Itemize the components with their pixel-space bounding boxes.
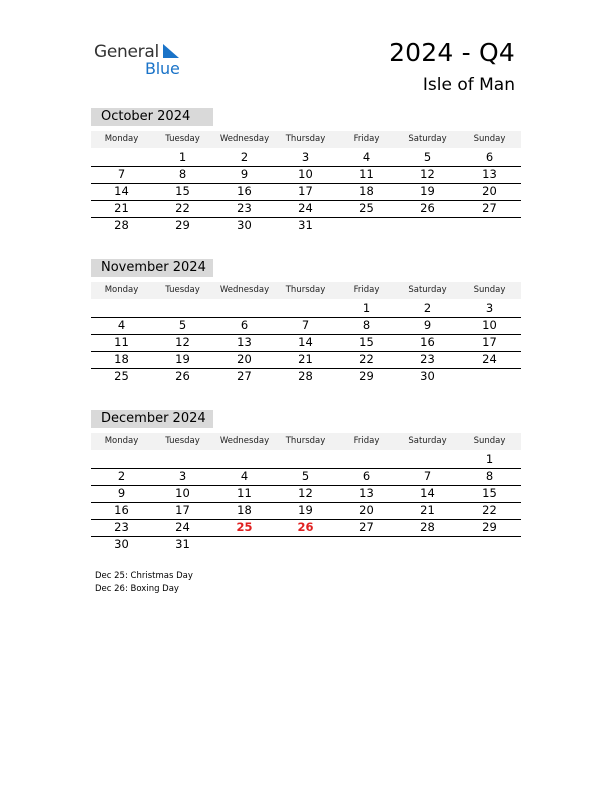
weekday-label: Thursday: [285, 134, 326, 144]
calendar-day: 14: [298, 335, 313, 349]
weekday-label: Saturday: [408, 285, 447, 295]
calendar-day: 20: [482, 184, 497, 198]
weekday-header-row: [91, 131, 521, 148]
calendar-day: 8: [178, 167, 187, 181]
calendar-day: 13: [237, 335, 252, 349]
calendar-day: 17: [482, 335, 497, 349]
calendar-day: 10: [298, 167, 313, 181]
page-title: 2024 - Q4: [389, 38, 515, 67]
holiday-date: 26: [297, 520, 314, 534]
holiday-date: 25: [236, 520, 253, 534]
calendar-day: 6: [362, 469, 371, 483]
calendar-day: 3: [485, 301, 494, 315]
calendar-day: 6: [485, 150, 494, 164]
calendar-day: 19: [298, 503, 313, 517]
weekday-label: Thursday: [285, 436, 326, 446]
calendar-day: 23: [420, 352, 435, 366]
calendar-day: 23: [237, 201, 252, 215]
calendar-day: 1: [178, 150, 187, 164]
calendar-day: 30: [114, 537, 129, 551]
calendar-day: 16: [420, 335, 435, 349]
calendar-day: 12: [420, 167, 435, 181]
calendar-day: 2: [117, 469, 126, 483]
calendar-day: 19: [175, 352, 190, 366]
calendar-day: 9: [117, 486, 126, 500]
calendar-day: 17: [298, 184, 313, 198]
month-block: [91, 108, 521, 233]
calendar-day: 24: [482, 352, 497, 366]
calendar-day: 19: [420, 184, 435, 198]
calendar-day: 18: [114, 352, 129, 366]
week-row: [91, 368, 521, 385]
calendar-day: 15: [482, 486, 497, 500]
calendar-day: 10: [482, 318, 497, 332]
calendar-day: 13: [482, 167, 497, 181]
holiday-notes: [95, 570, 193, 596]
calendar-day: 30: [237, 218, 252, 232]
weekday-label: Sunday: [473, 285, 506, 295]
calendar-day: 28: [114, 218, 129, 232]
calendar-day: 11: [359, 167, 374, 181]
calendar-day: 25: [359, 201, 374, 215]
calendar-day: 11: [114, 335, 129, 349]
calendar-day: 28: [420, 520, 435, 534]
calendar-day: 24: [298, 201, 313, 215]
calendar-day: 5: [178, 318, 187, 332]
weekday-label: Tuesday: [165, 134, 200, 144]
weekday-label: Sunday: [473, 134, 506, 144]
calendar-day: 8: [485, 469, 494, 483]
weekday-label: Saturday: [408, 436, 447, 446]
calendar-day: 24: [175, 520, 190, 534]
logo-text-blue: Blue: [145, 59, 180, 78]
week-row: [91, 519, 521, 537]
weekday-label: Friday: [353, 436, 380, 446]
calendar-day: 13: [359, 486, 374, 500]
calendar-day: 5: [423, 150, 432, 164]
holiday-note: Dec 26: Boxing Day: [95, 584, 179, 594]
weekday-header-row: [91, 282, 521, 299]
calendar-day: 16: [237, 184, 252, 198]
week-row: [91, 485, 521, 503]
calendar-day: 21: [420, 503, 435, 517]
calendar-day: 16: [114, 503, 129, 517]
calendar-day: 28: [298, 369, 313, 383]
logo-text-general: General: [94, 42, 159, 62]
calendar-day: 7: [301, 318, 310, 332]
weekday-label: Monday: [104, 285, 139, 295]
calendar-day: 26: [175, 369, 190, 383]
calendar-day: 6: [240, 318, 249, 332]
weekday-label: Monday: [104, 134, 139, 144]
calendar-day: 29: [359, 369, 374, 383]
calendar-day: 18: [237, 503, 252, 517]
calendar-day: 11: [237, 486, 252, 500]
calendar-day: 22: [175, 201, 190, 215]
week-row: [91, 200, 521, 218]
calendar-day: 7: [423, 469, 432, 483]
calendar-day: 12: [175, 335, 190, 349]
calendar-day: 4: [240, 469, 249, 483]
calendar-day: 5: [301, 469, 310, 483]
calendar-day: 12: [298, 486, 313, 500]
weekday-header-row: [91, 433, 521, 450]
calendar-day: 22: [482, 503, 497, 517]
weekday-label: Wednesday: [219, 436, 270, 446]
calendar-day: 21: [298, 352, 313, 366]
month-block: [91, 410, 521, 552]
weekday-label: Friday: [353, 134, 380, 144]
holiday-note: Dec 25: Christmas Day: [95, 571, 193, 581]
week-row: [91, 166, 521, 184]
week-row: [91, 502, 521, 520]
week-row: [91, 317, 521, 335]
calendar-day: 2: [423, 301, 432, 315]
month-title: December 2024: [91, 410, 213, 428]
calendar-day: 31: [175, 537, 190, 551]
calendar-day: 27: [482, 201, 497, 215]
calendar-day: 9: [423, 318, 432, 332]
calendar-day: 26: [420, 201, 435, 215]
calendar-day: 20: [237, 352, 252, 366]
week-row: [91, 351, 521, 369]
weekday-label: Tuesday: [165, 285, 200, 295]
calendar-day: 3: [301, 150, 310, 164]
week-row: [91, 334, 521, 352]
logo-triangle-icon: [161, 43, 181, 59]
week-row: [91, 183, 521, 201]
calendar-day: 18: [359, 184, 374, 198]
calendar-day: 29: [175, 218, 190, 232]
calendar-day: 4: [117, 318, 126, 332]
weekday-label: Saturday: [408, 134, 447, 144]
calendar-day: 31: [298, 218, 313, 232]
weekday-label: Wednesday: [219, 134, 270, 144]
calendar-day: 10: [175, 486, 190, 500]
calendar-day: 14: [114, 184, 129, 198]
month-title: October 2024: [91, 108, 213, 126]
calendar-day: 7: [117, 167, 126, 181]
week-row: [91, 149, 521, 167]
calendar-day: 23: [114, 520, 129, 534]
calendar-day: 1: [362, 301, 371, 315]
calendar-day: 17: [175, 503, 190, 517]
region-name: Isle of Man: [422, 75, 515, 95]
calendar-day: 15: [359, 335, 374, 349]
calendar-day: 21: [114, 201, 129, 215]
calendar-day: 29: [482, 520, 497, 534]
week-row: [91, 217, 521, 234]
week-row: [91, 468, 521, 486]
calendar-day: 30: [420, 369, 435, 383]
calendar-day: 22: [359, 352, 374, 366]
week-row: [91, 536, 521, 553]
month-block: [91, 259, 521, 384]
calendar-day: 3: [178, 469, 187, 483]
weekday-label: Friday: [353, 285, 380, 295]
calendar-day: 2: [240, 150, 249, 164]
calendar-day: 27: [359, 520, 374, 534]
weekday-label: Sunday: [473, 436, 506, 446]
week-row: [91, 300, 521, 318]
calendar-day: 25: [114, 369, 129, 383]
calendar-day: 1: [485, 452, 494, 466]
calendar-day: 14: [420, 486, 435, 500]
weekday-label: Wednesday: [219, 285, 270, 295]
calendar-day: 9: [240, 167, 249, 181]
calendar-day: 15: [175, 184, 190, 198]
weekday-label: Monday: [104, 436, 139, 446]
calendar-day: 8: [362, 318, 371, 332]
weekday-label: Thursday: [285, 285, 326, 295]
weekday-label: Tuesday: [165, 436, 200, 446]
week-row: [91, 451, 521, 469]
calendar-day: 20: [359, 503, 374, 517]
month-title: November 2024: [91, 259, 213, 277]
calendar-day: 27: [237, 369, 252, 383]
calendar-day: 4: [362, 150, 371, 164]
generalblue-logo: [94, 40, 194, 80]
